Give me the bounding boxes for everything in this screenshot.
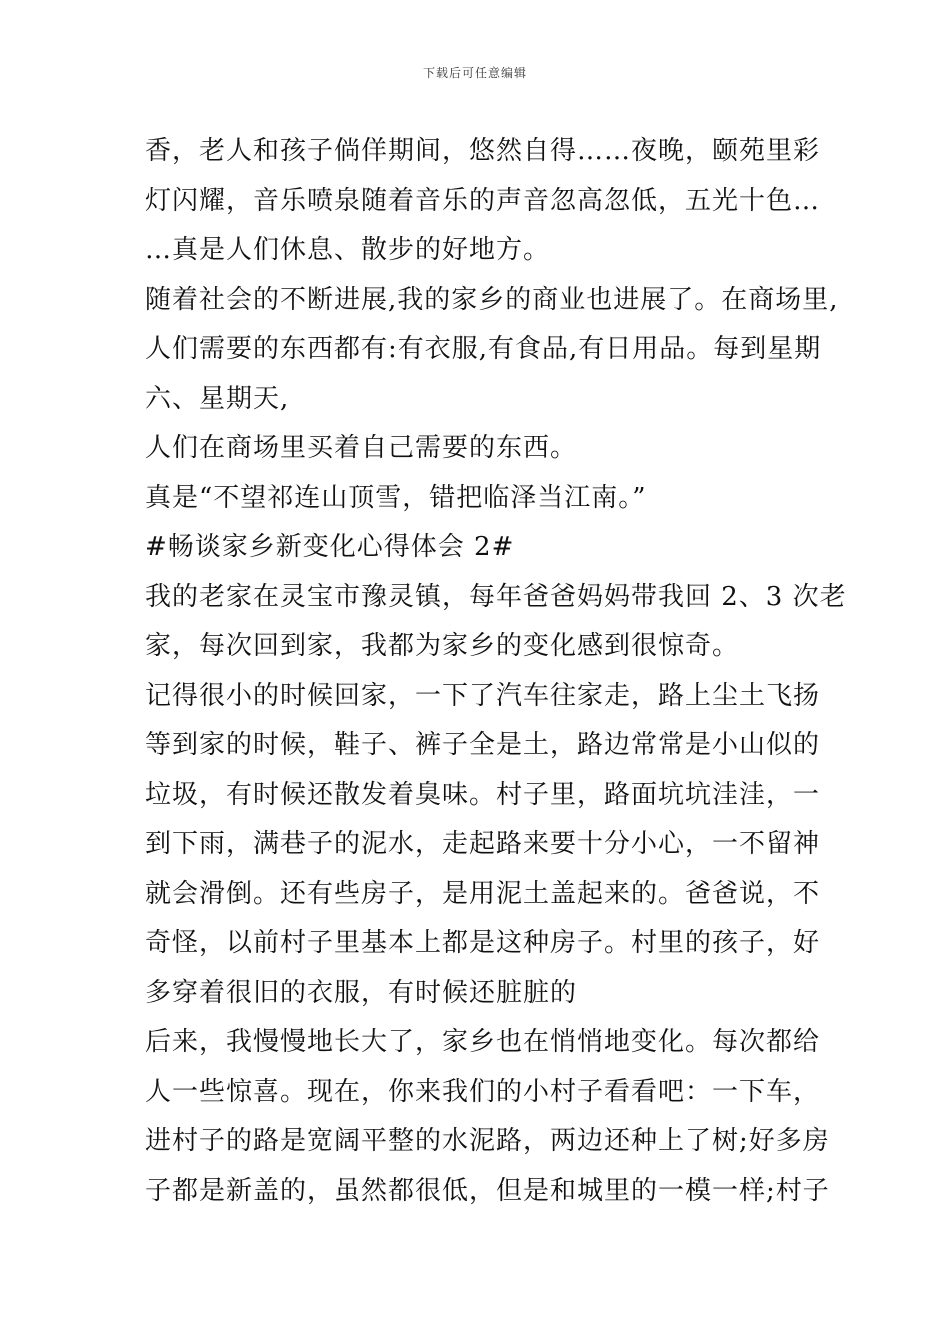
- text-line: 进村子的路是宽阔平整的水泥路，两边还种上了树;好多房: [145, 1126, 830, 1156]
- text-line: 多穿着很旧的衣服，有时候还脏脏的: [145, 977, 578, 1008]
- text-line: 真是“不望祁连山顶雪，错把临泽当江南。”: [145, 482, 647, 513]
- text-line: 家，每次回到家，我都为家乡的变化感到很惊奇。: [145, 631, 740, 661]
- text-line: 我的老家在灵宝市豫灵镇，每年爸爸妈妈带我回 2、3 次老: [145, 581, 847, 612]
- text-line: 子都是新盖的，虽然都很低，但是和城里的一模一样;村子: [145, 1175, 830, 1206]
- text-line: 到下雨，满巷子的泥水，走起路来要十分小心，一不留神: [145, 829, 821, 859]
- text-line: 垃圾，有时候还散发着臭味。村子里，路面坑坑洼洼，一: [145, 779, 821, 810]
- text-line: 人们在商场里买着自己需要的东西。: [145, 433, 578, 463]
- text-line: 六、星期天,: [145, 383, 290, 414]
- text-line: 香，老人和孩子倘佯期间，悠然自得……夜晚，颐苑里彩: [145, 136, 821, 166]
- text-line: …真是人们休息、散步的好地方。: [145, 235, 551, 265]
- document-body: [145, 127, 847, 1216]
- text-line: 就会滑倒。还有些房子，是用泥土盖起来的。爸爸说，不: [145, 878, 821, 909]
- text-line: 灯闪耀，音乐喷泉随着音乐的声音忽高忽低，五光十色…: [145, 185, 821, 216]
- text-line: 后来，我慢慢地长大了，家乡也在悄悄地变化。每次都给: [145, 1027, 821, 1057]
- page-header-note: 下载后可任意编辑: [422, 66, 527, 80]
- text-line: 记得很小的时候回家，一下了汽车往家走，路上尘土飞扬: [145, 680, 821, 711]
- text-line: 人一些惊喜。现在，你来我们的小村子看看吧：一下车，: [145, 1076, 821, 1107]
- text-line: 随着社会的不断进展,我的家乡的商业也进展了。在商场里,: [145, 284, 839, 315]
- text-line: 等到家的时候，鞋子、裤子全是土，路边常常是小山似的: [145, 730, 821, 760]
- section-heading: #畅谈家乡新变化心得体会 2#: [145, 532, 515, 562]
- text-line: 奇怪，以前村子里基本上都是这种房子。村里的孩子，好: [145, 928, 821, 958]
- text-line: 人们需要的东西都有:有衣服,有食品,有日用品。每到星期: [145, 334, 822, 364]
